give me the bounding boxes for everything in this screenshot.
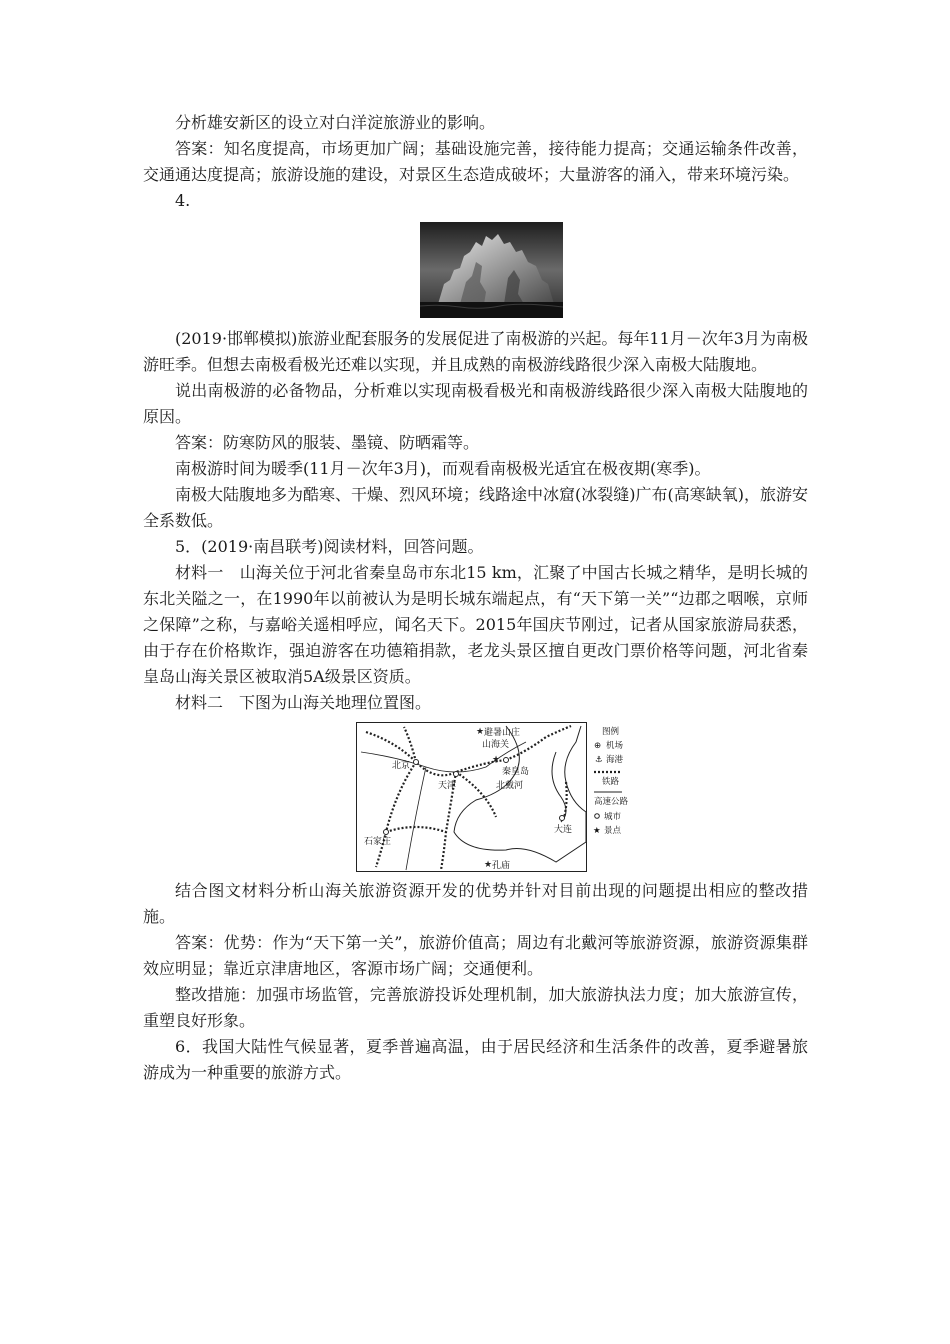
legend-highway: 高速公路 [594,797,628,807]
label-shanhaiguan: 山海关 [482,740,510,750]
legend-scenic: 景点 [604,826,622,836]
legend-railway: 铁路 [602,777,620,787]
label-beidaihe: 北戴河 [496,781,524,791]
q3-answer: 答案：知名度提高，市场更加广阔；基础设施完善，接待能力提高；交通运输条件改善，交通通达度提高；旅游设施的建设，对景区生态造成破坏；大量游客的涌入，带来环境污染。 [143,139,808,184]
label-shijiazhuang: 石家庄 [364,837,392,847]
q5-prompt: 结合图文材料分析山海关旅游资源开发的优势并针对目前出现的问题提出相应的整改措施。 [143,881,808,926]
port-icon: ⚓ [595,755,603,765]
q5-material-1: 材料一 山海关位于河北省秦皇岛市东北15 km，汇聚了中国古长城之精华，是明长城的东北关隘之一，在1990年以前被认为是明长城东端起点，有“天下第一关”“边郡之咽喉，京师之保障”之称，与嘉峪关遥相呼应，闻名天下。2015年国庆节刚过，记者从国家旅游局获悉，由于存在价格欺诈，强迫游客在功德箱捐款，老龙头景区擅自更改门票价格等问题，河北省秦皇岛山海关景区被取消5A级景区资质。 [143,563,808,686]
label-tianjin: 天津 [438,781,457,791]
legend-port: 海港 [606,755,624,765]
label-bishu: 避暑山庄 [484,728,521,738]
map-frame [357,723,587,872]
airport-icon: ⊕ [594,741,602,751]
q5-answer-1: 答案：优势：作为“天下第一关”，旅游价值高；周边有北戴河等旅游资源，旅游资源集群效应明显；靠近京津唐地区，客源市场广阔；交通便利。 [143,933,808,978]
svg-text:★: ★ [484,860,493,870]
label-kongmiao: 孔庙 [492,861,511,871]
iceberg-image [420,222,563,318]
q3-prompt: 分析雄安新区的设立对白洋淀旅游业的影响。 [175,113,496,132]
label-dalian: 大连 [554,825,573,835]
map-svg [356,722,628,872]
city-legend-icon [595,814,600,819]
q4-number: 4. [175,191,191,210]
q4-answer-2: 南极游时间为暖季(11月－次年3月)，而观看南极极光适宜在极夜期(寒季)。 [175,459,711,478]
legend-title: 图例 [602,727,620,737]
scenic-legend-icon: ★ [593,826,601,836]
svg-text:★: ★ [476,727,485,737]
legend-airport: 机场 [606,741,624,751]
q5-material-2: 材料二 下图为山海关地理位置图。 [175,693,432,712]
legend-city: 城市 [604,812,622,822]
label-qinhuangdao: 秦皇岛 [502,767,530,777]
document-page [143,110,808,1086]
q4-answer-1: 答案：防寒防风的服装、墨镜、防晒霜等。 [175,433,480,452]
q5-header: 5．(2019·南昌联考)阅读材料，回答问题。 [175,537,484,556]
label-beijing: 北京 [392,761,411,771]
antarctic-iceberg-photo [420,222,563,318]
q4-answer-3: 南极大陆腹地多为酷寒、干燥、烈风环境；线路途中冰窟(冰裂缝)广布(高寒缺氧)，旅游安全系数低。 [143,485,808,530]
map-legend [593,726,628,836]
q4-intro: (2019·邯郸模拟)旅游业配套服务的发展促进了南极游的兴起。每年11月－次年3月为南极游旺季。但想去南极看极光还难以实现，并且成熟的南极游线路很少深入南极大陆腹地。 [143,329,808,374]
shanhaiguan-location-map [356,722,628,872]
q4-prompt: 说出南极游的必备物品，分析难以实现南极看极光和南极游线路很少深入南极大陆腹地的原因。 [143,381,808,426]
q5-answer-2: 整改措施：加强市场监管，完善旅游投诉处理机制，加大旅游执法力度；加大旅游宣传，重塑良好形象。 [143,985,808,1030]
q6-intro: 6．我国大陆性气候显著，夏季普遍高温，由于居民经济和生活条件的改善，夏季避暑旅游成为一种重要的旅游方式。 [143,1037,808,1082]
svg-text:★: ★ [492,755,501,765]
